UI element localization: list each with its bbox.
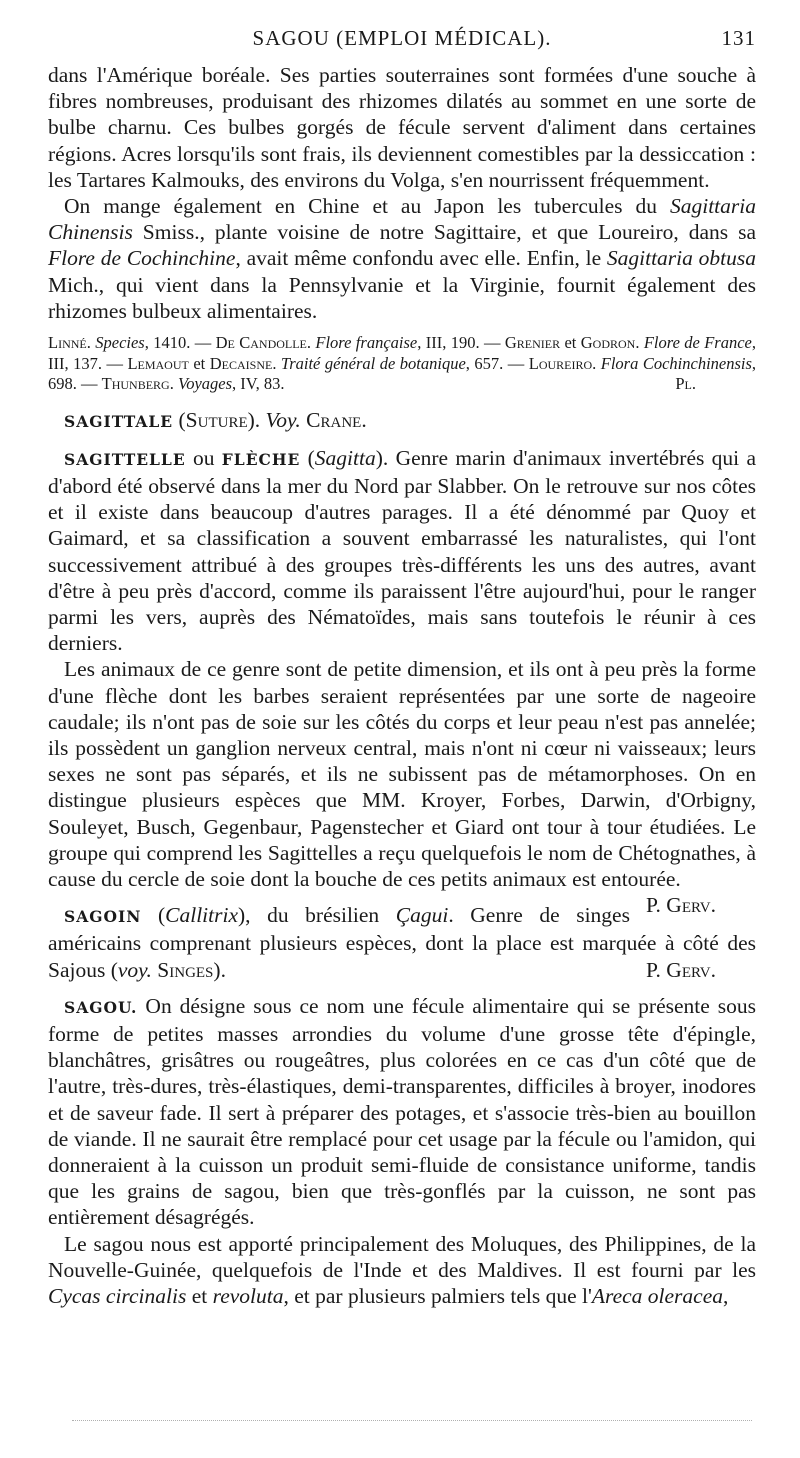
- paragraph-sagittaire-1: dans l'Amérique boréale. Ses parties souterraines sont formées d'une souche à fibres nombreuses, produisant des rhizomes dilatés au sommet en une sorte de bulbe charnu. Ces bulbes gorgés de fécule servent d'aliment dans certaines régions. Acres lorsqu'ils sont frais, ils deviennent comestibles par la dessiccation : les Tartares Kalmouks, des environs du Volga, s'en nourrissent fréquemment.: [48, 63, 756, 192]
- work-title: Flore de France: [639, 333, 752, 353]
- text-run: Le sagou nous est apporté principalement des Moluques, des Philippines, de la Nouvelle-Guinée, quelquefois de l'Inde et des Maldives. Il est fourni par les: [48, 1231, 756, 1282]
- entry-sagittale: [48, 407, 756, 435]
- text-run: (: [141, 903, 166, 928]
- text-run: , IV, 83.: [232, 374, 285, 394]
- running-title: SAGOU (EMPLOI MÉDICAL).: [252, 26, 552, 50]
- text-run: On mange également en Chine et au Japon les tubercules du: [64, 194, 670, 219]
- page-bottom-rule: [72, 1420, 752, 1422]
- author-signature: P. Gerv.: [645, 893, 716, 918]
- author: De Candolle.: [215, 333, 316, 353]
- author: Lemaout: [127, 353, 189, 373]
- author: Grenier: [504, 333, 561, 353]
- species-name: revoluta: [212, 1284, 284, 1309]
- text-run: , 1410. —: [144, 333, 216, 353]
- cross-reference: Crane.: [300, 407, 367, 432]
- author-signature: Pl.: [675, 374, 696, 394]
- entry-headword: SAGOIN: [64, 907, 142, 927]
- text-run: , 657. —: [465, 353, 529, 373]
- text-run: Genre marin d'animaux invertébrés qui a d'abord été observé dans la mer du Nord par Slabber. On le retrouve sur nos côtes et il existe dans beaucoup d'autres parages. Il a été dénommé par Quoy et Gaimard, et sa classification a souvent embarrassé les naturalistes, qui l'ont successivement attribué à des groupes très-différents les uns des autres, avant d'être à peu près d'accord, comme ils paraissent l'être aujourd'hui, pour le ranger parmi les vers, auprès des Nématoïdes, mais sans toutefois le réunir à ces derniers.: [48, 445, 757, 656]
- text-run: , 698. —: [48, 353, 757, 394]
- work-title: Voyages: [177, 374, 233, 394]
- species-name: Sagittaria Chinensis: [48, 194, 756, 245]
- text-run: ou: [185, 445, 222, 470]
- bibliography-sagittaire: [48, 333, 756, 395]
- text-run: Suture: [185, 407, 248, 432]
- text-run: (: [173, 407, 186, 432]
- author: Thunberg.: [101, 374, 178, 394]
- book-title: Flore de Cochinchine: [48, 246, 236, 271]
- paragraph-sagou-2: [48, 1231, 756, 1310]
- text-run: Smiss., plante voisine de notre Sagittaire, et que Loureiro, dans sa: [132, 220, 756, 245]
- entry-sagou: [48, 993, 756, 1231]
- entry-headword: FLÈCHE: [221, 449, 301, 469]
- text-run: , et par plusieurs palmiers tels que l': [283, 1284, 592, 1309]
- entry-sagittelle: [48, 445, 756, 657]
- species-name: Callitrix: [165, 903, 238, 928]
- running-header: [48, 26, 756, 58]
- cross-reference-label: Voy.: [265, 407, 301, 432]
- text-run: et: [188, 353, 210, 373]
- page-text: [48, 62, 756, 1309]
- work-title: Traité général de botanique: [276, 353, 466, 373]
- entry-headword: SAGITTALE: [64, 411, 174, 431]
- author: Godron.: [580, 333, 640, 353]
- species-name: Sagitta: [314, 445, 376, 470]
- author: Loureiro.: [528, 353, 601, 373]
- text-run: , avait même confondu avec elle. Enfin, le: [235, 246, 607, 271]
- text-run: , III, 190. —: [417, 333, 505, 353]
- cross-reference: Singes: [151, 957, 214, 982]
- species-name: Areca oleracea: [591, 1284, 724, 1309]
- text-run: . Genre de singes américains comprenant plusieurs espèces, dont la place est marquée à côté des Sajous (: [48, 903, 756, 982]
- page-number: 131: [721, 26, 756, 50]
- author: Decaisne.: [209, 353, 277, 373]
- text-run: On désigne sous ce nom une fécule alimentaire qui se présente sous forme de petites masses arrondies du volume d'une grosse tête d'épingle, blanchâtres, grisâtres ou rougeâtres, plus colorées en ce cas d'un côté que de l'autre, très-dures, très-élastiques, demi-transparentes, difficiles à broyer, inodores et de saveur fade. Il sert à préparer des potages, et s'associe très-bien au bouillon de viande. Il ne saurait être remplacé pour cet usage par la fécule ou l'amidon, qui donneraient à la cuisson un produit semi-fluide de consistance uniforme, tandis que les grains de sagou, bien que très-gonflés par la cuisson, ne sont pas entièrement désagrégés.: [48, 993, 756, 1230]
- entry-headword: SAGOU.: [64, 997, 138, 1017]
- cross-reference-label: voy.: [117, 957, 152, 982]
- text-run: et: [186, 1284, 213, 1309]
- text-run: Mich., qui vient dans la Pennsylvanie et la Virginie, fournit également des rhizomes bulbeux alimentaires.: [48, 272, 756, 323]
- text-run: ).: [213, 957, 226, 982]
- text-run: Les animaux de ce genre sont de petite dimension, et ils ont à peu près la forme d'une flèche dont les barbes seraient représentées par une sorte de nageoire caudale; ils n'ont pas de soie sur les côtés du corps et leur peau n'est pas annelée; ils possèdent un ganglion nerveux central, mais n'ont ni cœur ni vaisseaux; leurs sexes ne sont pas séparés, et ils ne subissent pas de métamorphoses. On en distingue plusieurs espèces que MM. Kroyer, Forbes, Darwin, d'Orbigny, Souleyet, Busch, Gegenbaur, Pagenstecher et Giard ont tour à tour étudiées. Le groupe qui comprend les Sagittelles a reçu quelquefois le nom de Chétognathes, à cause du cercle de soie dont la bouche de ces petits animaux est entourée.: [48, 657, 756, 891]
- species-name: Sagittaria obtusa: [606, 246, 756, 271]
- text-run: et: [560, 333, 581, 353]
- text-run: , III, 137. —: [48, 333, 756, 373]
- work-title: Flore française: [315, 333, 418, 353]
- work-title: Flora Cochinchinensis: [600, 353, 752, 373]
- author-signature: P. Gerv.: [645, 957, 716, 982]
- text-run: ,: [723, 1284, 729, 1309]
- species-name: Çagui: [395, 903, 449, 928]
- entry-headword: SAGITTELLE: [64, 449, 186, 469]
- work-title: Species: [95, 333, 145, 353]
- text-run: ).: [375, 445, 396, 470]
- paragraph-sagittaire-2: [48, 193, 756, 324]
- text-run: (: [300, 445, 315, 470]
- text-run: ).: [247, 407, 266, 432]
- species-name: Cycas circinalis: [48, 1284, 187, 1309]
- author: Linné.: [48, 333, 96, 353]
- text-run: ), du brésilien: [238, 903, 396, 928]
